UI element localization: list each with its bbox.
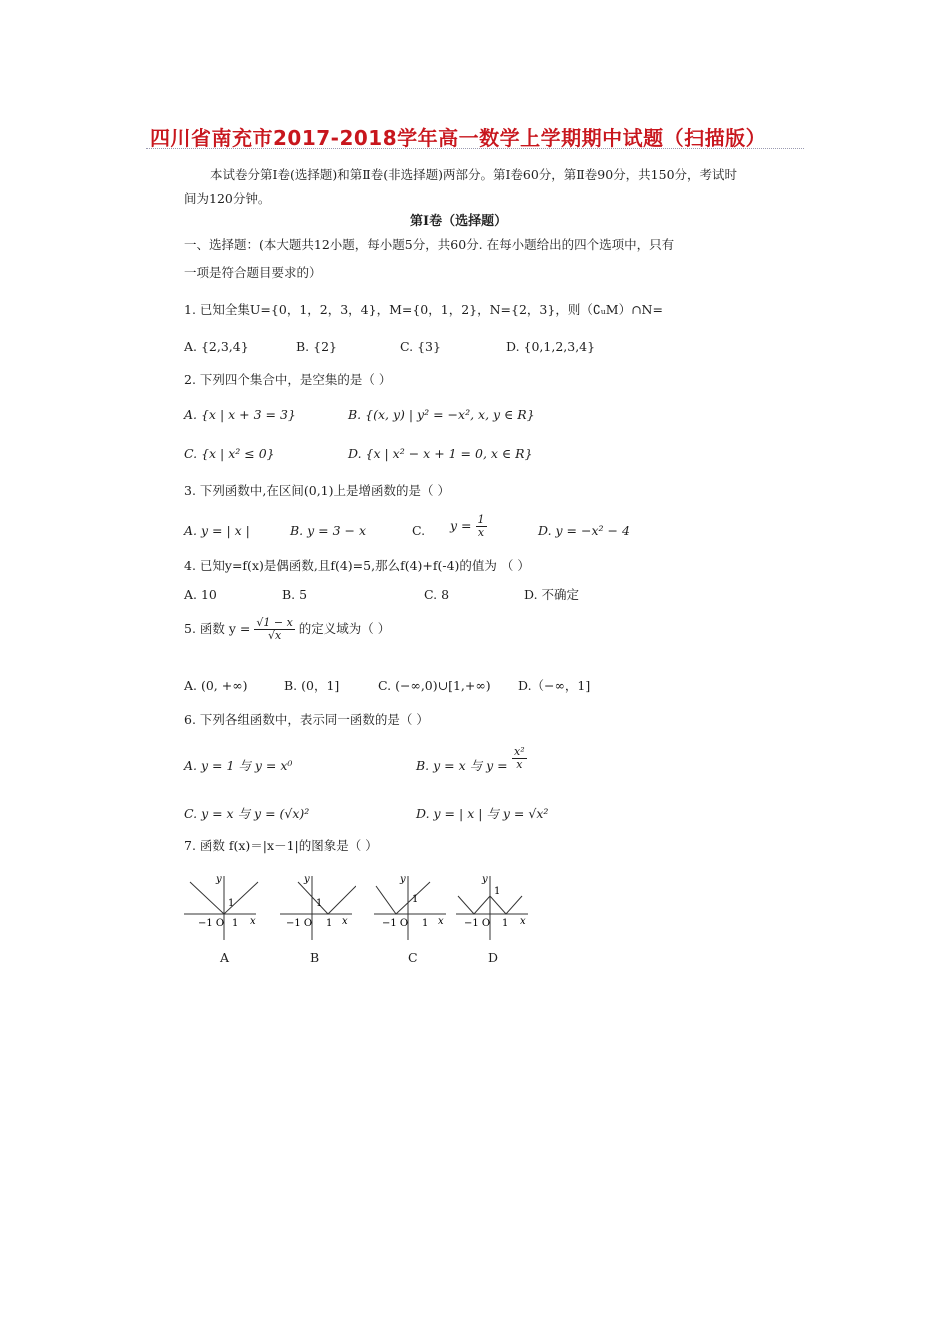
question-6-option-b-fraction-wrap xyxy=(512,746,527,771)
question-5-option-a: A. (0, +∞) xyxy=(184,678,248,693)
question-1-stem: 1. 已知全集U={0，1，2，3，4}，M={0，1，2}，N={2，3}，则（∁ᵤM）∩N= xyxy=(184,302,663,317)
question-7-graph-b xyxy=(276,868,356,948)
graph-a-x-one-label: 1 xyxy=(232,918,239,929)
question-3-option-a: A. y = | x | xyxy=(184,523,250,538)
graph-c-x-label: x xyxy=(438,916,444,927)
question-3-option-c-label: C. xyxy=(412,523,426,538)
graph-d-origin-label: −1 O xyxy=(464,918,491,929)
graph-c-x-one-label: 1 xyxy=(422,918,429,929)
graph-c-y-label: y xyxy=(400,874,406,885)
graph-b-y-label: y xyxy=(304,874,310,885)
graph-d-one-label: 1 xyxy=(494,886,501,897)
question-3-option-c-denominator: x xyxy=(477,526,485,539)
question-2-stem: 2. 下列四个集合中，是空集的是（ ） xyxy=(184,372,392,387)
part-instructions-line-2: 一项是符合题目要求的） xyxy=(184,265,322,280)
question-3-option-c-fraction xyxy=(476,514,487,539)
question-1-option-a: A. {2,3,4} xyxy=(184,339,249,354)
question-7-graph-c-label: C xyxy=(408,950,418,965)
question-6-option-b: B. y = x 与 y = xyxy=(416,758,508,773)
question-7-graph-a-label: A xyxy=(220,950,230,965)
question-1-option-c: C. {3} xyxy=(400,339,441,354)
graph-a-x-label: x xyxy=(250,916,256,927)
question-3-option-c-lhs: y = xyxy=(450,518,472,533)
question-6-option-c: C. y = x 与 y = (√x)² xyxy=(184,806,310,821)
question-7-graph-c xyxy=(370,868,450,948)
graph-c-origin-label: −1 O xyxy=(382,918,409,929)
question-6-option-a: A. y = 1 与 y = x⁰ xyxy=(184,758,293,773)
graph-a-origin-label: −1 O xyxy=(198,918,225,929)
graph-d-x-one-label: 1 xyxy=(502,918,509,929)
question-2-option-d: D. {x | x² − x + 1 = 0, x ∈ R} xyxy=(348,446,533,461)
question-1-option-b: B. {2} xyxy=(296,339,337,354)
document-title: 四川省南充市2017-2018学年高一数学上学期期中试题（扫描版） xyxy=(150,126,767,150)
question-2-option-c: C. {x | x² ≤ 0} xyxy=(184,446,275,461)
question-1-option-d: D. {0,1,2,3,4} xyxy=(506,339,596,354)
question-7-graph-d-label: D xyxy=(488,950,499,965)
intro-line-2: 间为120分钟。 xyxy=(184,191,271,206)
part-instructions-line-1: 一、选择题：(本大题共12小题，每小题5分，共60分. 在每小题给出的四个选项中，只有 xyxy=(184,237,675,252)
graph-d-x-label: x xyxy=(520,916,526,927)
question-5-option-d: D.（−∞，1] xyxy=(518,678,591,693)
question-5-stem-prefix: 5. 函数 y = xyxy=(184,621,251,636)
question-7-stem: 7. 函数 f(x)＝|x－1|的图象是（ ） xyxy=(184,838,378,853)
question-3-option-b: B. y = 3 − x xyxy=(290,523,367,538)
question-6-option-d: D. y = | x | 与 y = √x² xyxy=(416,806,549,821)
graph-b-one-label: 1 xyxy=(316,898,323,909)
graph-c-one-label: 1 xyxy=(412,894,419,905)
question-2-option-b: B. {(x, y) | y² = −x², x, y ∈ R} xyxy=(348,407,535,422)
question-3-option-c-formula xyxy=(450,514,487,539)
question-3-option-c-numerator: 1 xyxy=(477,513,485,526)
question-5-numerator: √1 − x xyxy=(256,616,293,629)
title-divider xyxy=(146,148,804,149)
graph-b-x-one-label: 1 xyxy=(326,918,333,929)
question-7-graph-b-label: B xyxy=(310,950,320,965)
question-4-option-d: D. 不确定 xyxy=(524,587,580,602)
question-6-stem: 6. 下列各组函数中，表示同一函数的是（ ） xyxy=(184,712,429,727)
question-5-option-b: B. (0，1] xyxy=(284,678,340,693)
question-4-option-c: C. 8 xyxy=(424,587,450,602)
graph-b-x-label: x xyxy=(342,916,348,927)
intro-line-1: 本试卷分第Ⅰ卷(选择题)和第Ⅱ卷(非选择题)两部分。第Ⅰ卷60分，第Ⅱ卷90分，共150分，考试时 xyxy=(210,167,738,182)
question-6-option-b-fraction xyxy=(512,746,527,771)
question-2-option-a: A. {x | x + 3 = 3} xyxy=(184,407,296,422)
question-6-option-b-numerator: x² xyxy=(514,745,525,758)
graph-a-y-label: y xyxy=(216,874,222,885)
question-5-denominator: √x xyxy=(267,629,282,642)
question-3-option-d: D. y = −x² − 4 xyxy=(538,523,630,538)
question-7-graph-a xyxy=(180,868,260,948)
graph-d-y-label: y xyxy=(482,874,488,885)
question-5-stem-suffix: 的定义域为（ ） xyxy=(298,621,391,636)
question-7-graph-d xyxy=(454,868,534,948)
question-3-stem: 3. 下列函数中,在区间(0,1)上是增函数的是（ ） xyxy=(184,483,450,498)
question-4-stem: 4. 已知y=f(x)是偶函数,且f(4)=5,那么f(4)+f(-4)的值为 （ ） xyxy=(184,558,530,573)
question-5-stem-fraction xyxy=(254,617,294,642)
question-5-stem xyxy=(184,617,390,642)
graph-b-origin-label: −1 O xyxy=(286,918,313,929)
question-4-option-a: A. 10 xyxy=(184,587,217,602)
question-4-option-b: B. 5 xyxy=(282,587,308,602)
question-6-option-b-denominator: x xyxy=(516,758,523,771)
section-title: 第Ⅰ卷（选择题） xyxy=(410,214,508,229)
graph-a-one-label: 1 xyxy=(228,898,235,909)
question-5-option-c: C. (−∞,0)∪[1,+∞) xyxy=(378,678,491,693)
